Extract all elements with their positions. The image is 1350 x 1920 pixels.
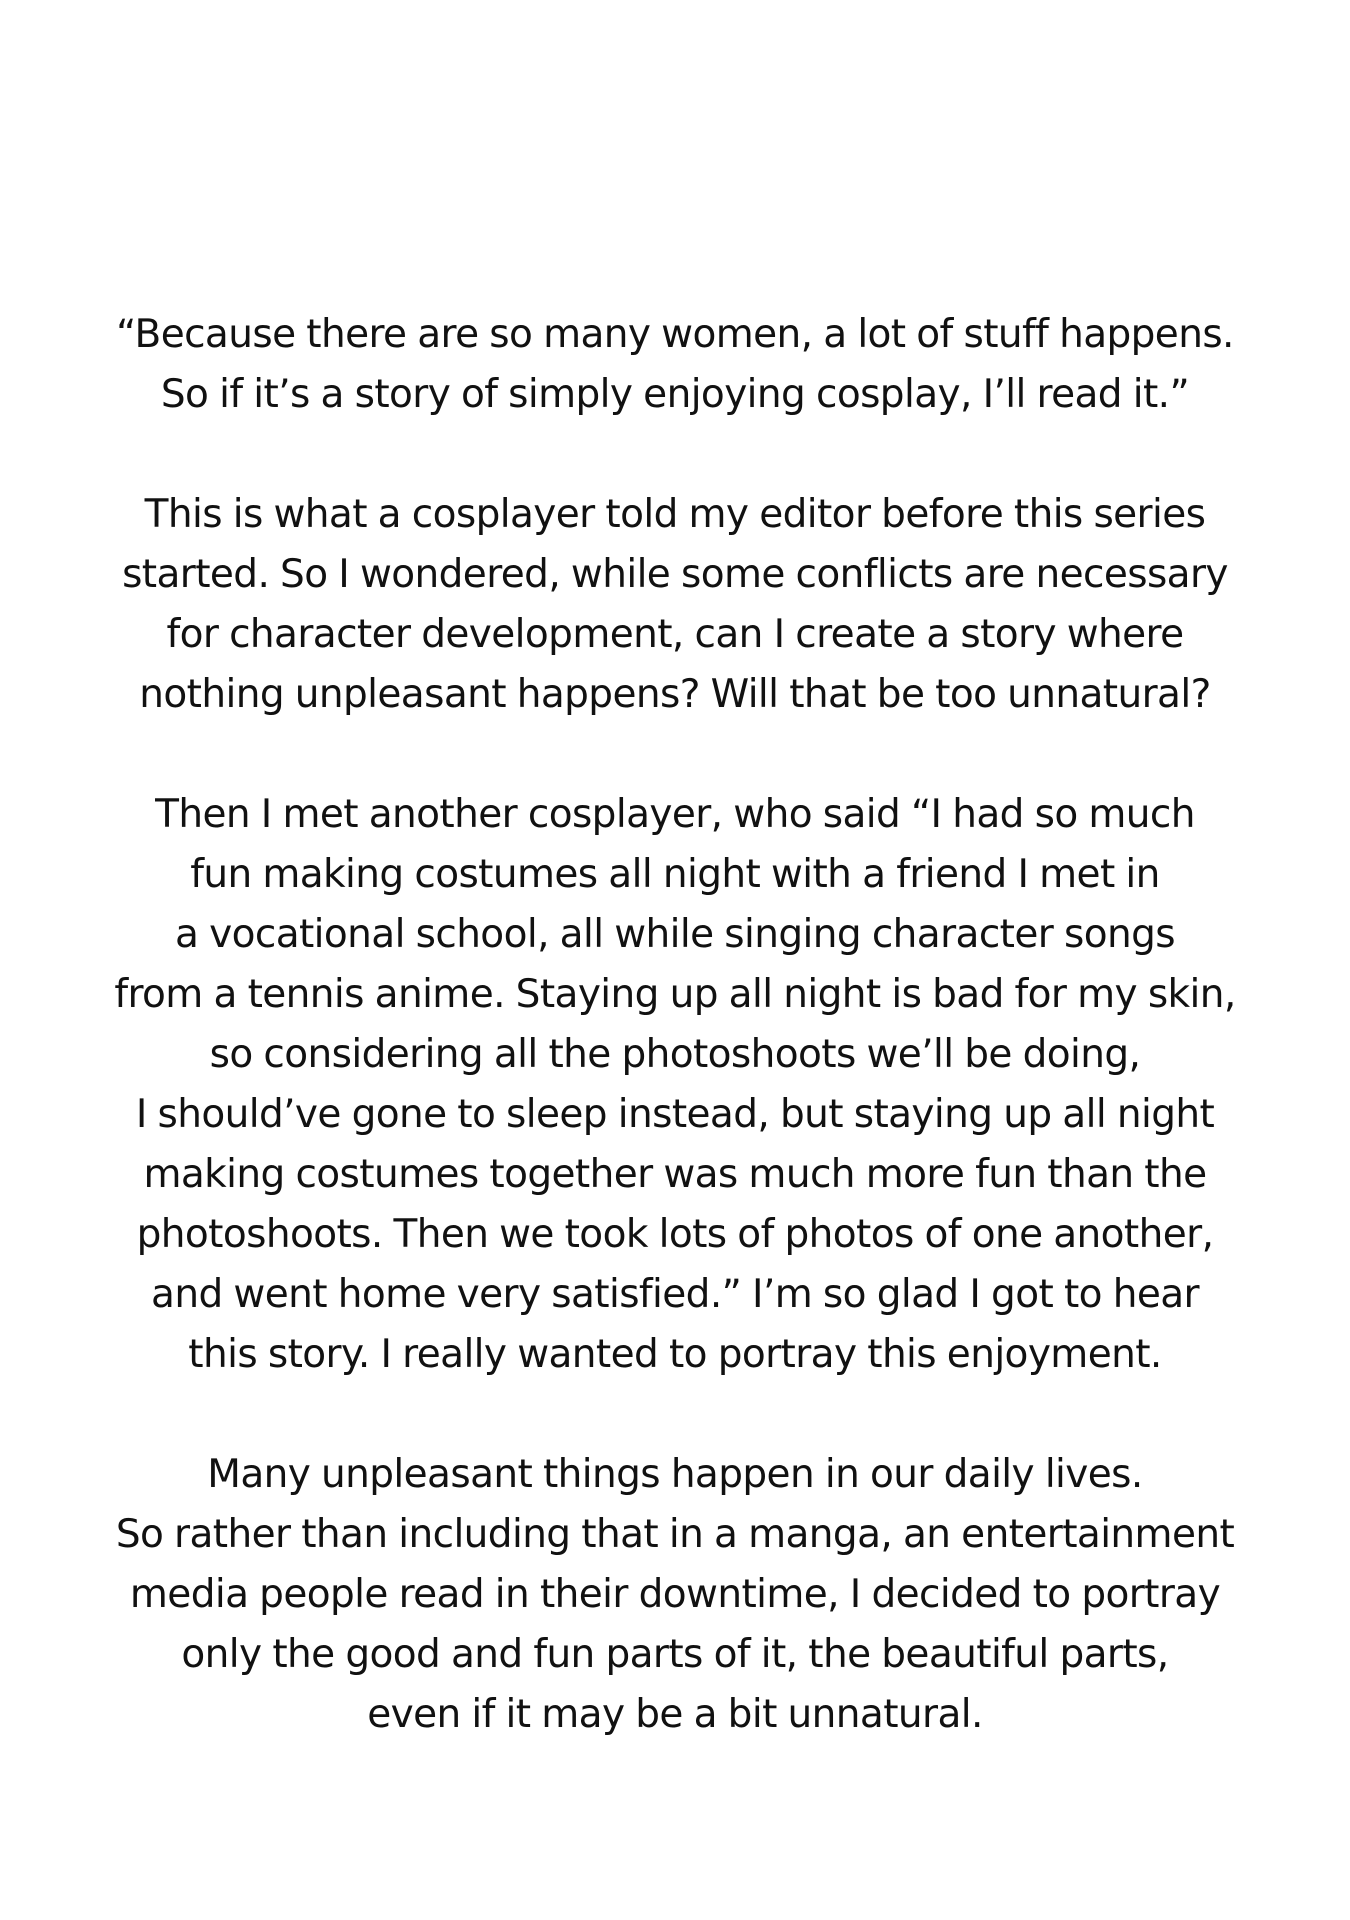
paragraph-spacer — [60, 425, 1290, 485]
text-line: for character development, can I create a story where — [166, 612, 1184, 657]
text-line: even if it may be a bit unnatural. — [367, 1692, 983, 1737]
text-line: Then I met another cosplayer, who said “I had so much — [155, 792, 1195, 837]
text-line: a vocational school, all while singing character songs — [175, 912, 1175, 957]
text-line: started. So I wondered, while some conflicts are necessary — [122, 552, 1228, 597]
text-line: this story. I really wanted to portray this enjoyment. — [188, 1332, 1162, 1377]
paragraph-conclusion — [60, 1445, 1290, 1745]
text-line: So rather than including that in a manga, an entertainment — [115, 1512, 1235, 1557]
afterword-text — [60, 305, 1290, 1745]
text-line: media people read in their downtime, I decided to portray — [129, 1572, 1221, 1617]
text-line: Many unpleasant things happen in our daily lives. — [207, 1452, 1143, 1497]
text-line: nothing unpleasant happens? Will that be too unnatural? — [139, 672, 1211, 717]
text-line: fun making costumes all night with a friend I met in — [190, 852, 1160, 897]
paragraph-editor — [60, 485, 1290, 725]
paragraph-quote — [60, 305, 1290, 425]
text-line: This is what a cosplayer told my editor before this series — [144, 492, 1206, 537]
text-line: So if it’s a story of simply enjoying cosplay, I’ll read it.” — [160, 372, 1190, 417]
text-line: “Because there are so many women, a lot of stuff happens. — [116, 312, 1234, 357]
text-line: only the good and fun parts of it, the beautiful parts, — [181, 1632, 1169, 1677]
text-line: so considering all the photoshoots we’ll be doing, — [209, 1032, 1141, 1077]
paragraph-spacer — [60, 1385, 1290, 1445]
text-line: making costumes together was much more fun than the — [143, 1152, 1207, 1197]
text-line: from a tennis anime. Staying up all night is bad for my skin, — [114, 972, 1236, 1017]
text-line: photoshoots. Then we took lots of photos of one another, — [136, 1212, 1214, 1257]
text-line: and went home very satisfied.” I’m so glad I got to hear — [151, 1272, 1199, 1317]
paragraph-cosplayer-story — [60, 785, 1290, 1385]
text-line: I should’ve gone to sleep instead, but staying up all night — [135, 1092, 1215, 1137]
paragraph-spacer — [60, 725, 1290, 785]
